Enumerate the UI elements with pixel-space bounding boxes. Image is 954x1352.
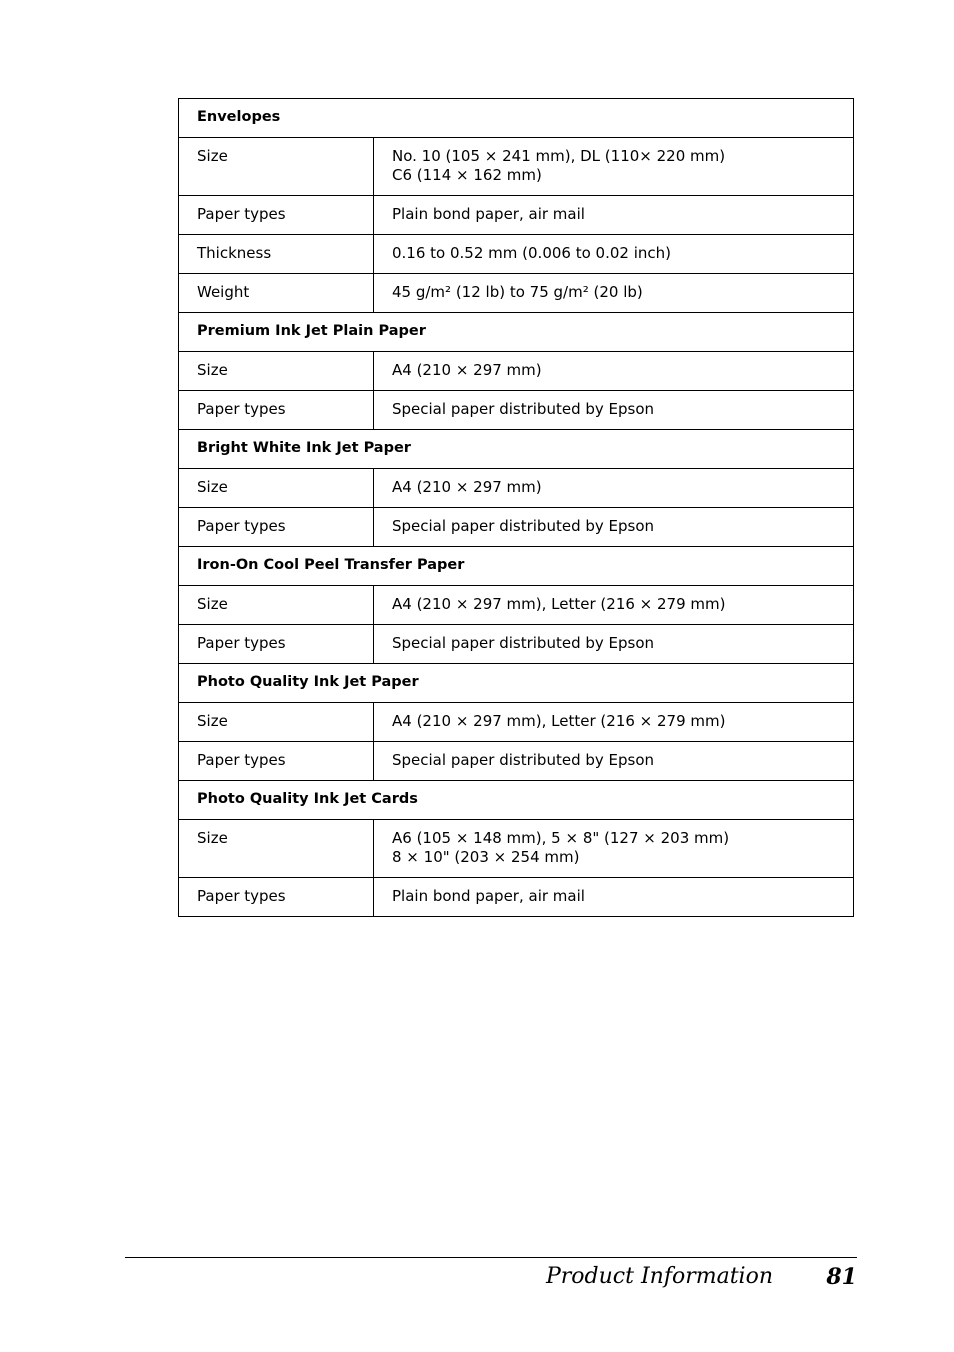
table-row bbox=[179, 703, 854, 742]
table-row bbox=[179, 235, 854, 274]
row-value bbox=[374, 586, 854, 625]
table-row bbox=[179, 274, 854, 313]
row-value bbox=[374, 625, 854, 664]
section-header-row bbox=[179, 781, 854, 820]
table-row bbox=[179, 469, 854, 508]
row-label: Size bbox=[179, 352, 374, 391]
value-line: Special paper distributed by Epson bbox=[392, 751, 655, 769]
value-line: A4 (210 × 297 mm) bbox=[392, 361, 542, 379]
section-header-row bbox=[179, 313, 854, 352]
value-line: Plain bond paper, air mail bbox=[392, 887, 585, 905]
row-label: Size bbox=[179, 586, 374, 625]
value-line: A4 (210 × 297 mm) bbox=[392, 478, 542, 496]
row-value bbox=[374, 138, 854, 196]
spec-table-body bbox=[179, 99, 854, 917]
table-row bbox=[179, 352, 854, 391]
row-value bbox=[374, 235, 854, 274]
value-line: 45 g/m² (12 lb) to 75 g/m² (20 lb) bbox=[392, 283, 643, 301]
row-value bbox=[374, 196, 854, 235]
table-row bbox=[179, 586, 854, 625]
value-line: 0.16 to 0.52 mm (0.006 to 0.02 inch) bbox=[392, 244, 671, 262]
value-line: Special paper distributed by Epson bbox=[392, 634, 655, 652]
row-value bbox=[374, 391, 854, 430]
row-label: Paper types bbox=[179, 508, 374, 547]
section-title: Photo Quality Ink Jet Cards bbox=[179, 781, 854, 820]
section-title: Photo Quality Ink Jet Paper bbox=[179, 664, 854, 703]
row-label: Size bbox=[179, 820, 374, 878]
value-line: Plain bond paper, air mail bbox=[392, 205, 585, 223]
row-value bbox=[374, 508, 854, 547]
value-line: Special paper distributed by Epson bbox=[392, 517, 655, 535]
table-row bbox=[179, 196, 854, 235]
section-header-row bbox=[179, 547, 854, 586]
row-value bbox=[374, 820, 854, 878]
page-number: 81 bbox=[826, 1264, 857, 1290]
row-label: Size bbox=[179, 469, 374, 508]
table-row bbox=[179, 820, 854, 878]
row-label: Weight bbox=[179, 274, 374, 313]
table-row bbox=[179, 391, 854, 430]
row-label: Size bbox=[179, 138, 374, 196]
value-line: A4 (210 × 297 mm), Letter (216 × 279 mm) bbox=[392, 712, 726, 730]
paper-spec-table bbox=[178, 98, 854, 917]
table-row bbox=[179, 508, 854, 547]
row-value bbox=[374, 274, 854, 313]
footer-title: Product Information bbox=[545, 1264, 773, 1289]
section-title: Iron-On Cool Peel Transfer Paper bbox=[179, 547, 854, 586]
row-label: Thickness bbox=[179, 235, 374, 274]
value-line: No. 10 (105 × 241 mm), DL (110× 220 mm) bbox=[392, 147, 726, 165]
row-value bbox=[374, 469, 854, 508]
footer-rule bbox=[125, 1257, 857, 1258]
value-line: C6 (114 × 162 mm) bbox=[392, 166, 542, 184]
row-label: Paper types bbox=[179, 625, 374, 664]
table-row bbox=[179, 138, 854, 196]
value-line: A4 (210 × 297 mm), Letter (216 × 279 mm) bbox=[392, 595, 726, 613]
row-value bbox=[374, 878, 854, 917]
row-value bbox=[374, 352, 854, 391]
section-header-row bbox=[179, 430, 854, 469]
section-title: Premium Ink Jet Plain Paper bbox=[179, 313, 854, 352]
value-line: 8 × 10" (203 × 254 mm) bbox=[392, 848, 580, 866]
table-row bbox=[179, 878, 854, 917]
row-value bbox=[374, 703, 854, 742]
section-header-row bbox=[179, 99, 854, 138]
row-label: Paper types bbox=[179, 391, 374, 430]
row-label: Paper types bbox=[179, 196, 374, 235]
value-line: Special paper distributed by Epson bbox=[392, 400, 655, 418]
section-header-row bbox=[179, 664, 854, 703]
section-title: Bright White Ink Jet Paper bbox=[179, 430, 854, 469]
row-label: Paper types bbox=[179, 878, 374, 917]
section-title: Envelopes bbox=[179, 99, 854, 138]
table-row bbox=[179, 625, 854, 664]
row-label: Size bbox=[179, 703, 374, 742]
table-row bbox=[179, 742, 854, 781]
value-line: A6 (105 × 148 mm), 5 × 8" (127 × 203 mm) bbox=[392, 829, 730, 847]
row-value bbox=[374, 742, 854, 781]
row-label: Paper types bbox=[179, 742, 374, 781]
